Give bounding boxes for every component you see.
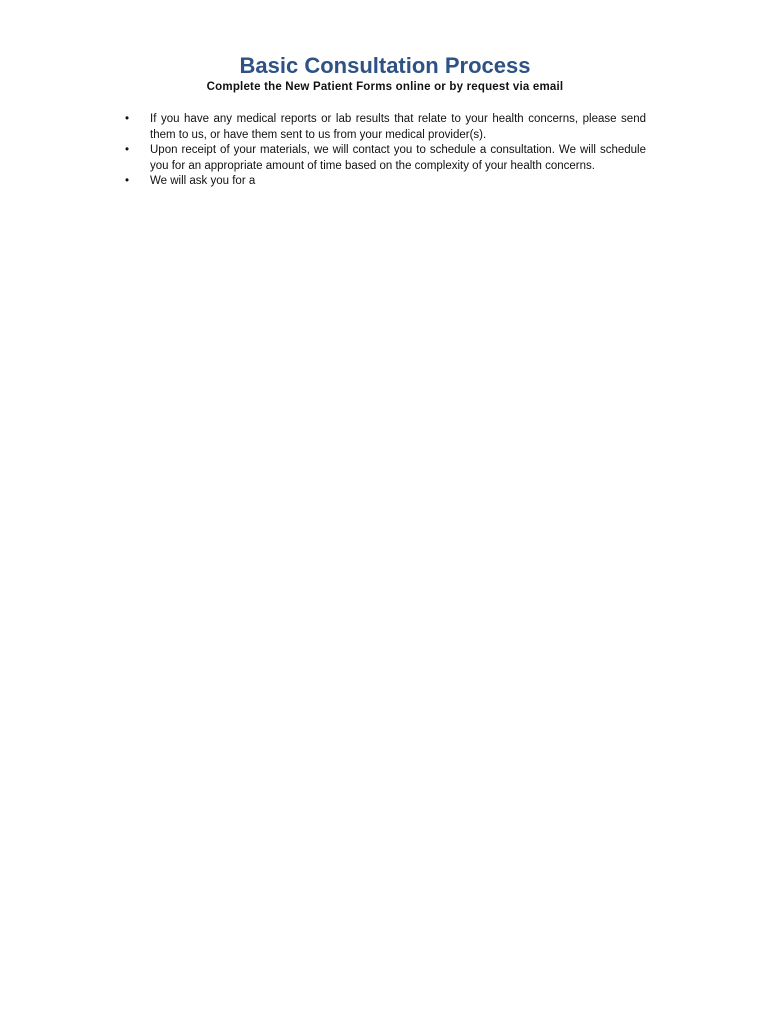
bullet-text: Upon receipt of your materials, we will contact you to schedule a consultation. We will schedule you for an appropriate amount of time based on the complexity of your health concerns. [150, 144, 646, 172]
page-title: Basic Consultation Process [239, 53, 531, 78]
list-item [124, 143, 646, 174]
page-subtitle: Complete the New Patient Forms online or by request via email [206, 81, 564, 93]
bullet-icon: • [125, 144, 130, 156]
list-item [124, 112, 646, 143]
bullet-text: If you have any medical reports or lab results that relate to your health concerns, please send them to us, or have them sent to us from your medical provider(s). [150, 113, 646, 141]
bullet-text: We will ask you for a [150, 175, 256, 187]
bullet-icon: • [125, 175, 130, 187]
list-item [124, 174, 646, 190]
bullet-list [124, 112, 646, 190]
bullet-icon: • [125, 113, 130, 125]
